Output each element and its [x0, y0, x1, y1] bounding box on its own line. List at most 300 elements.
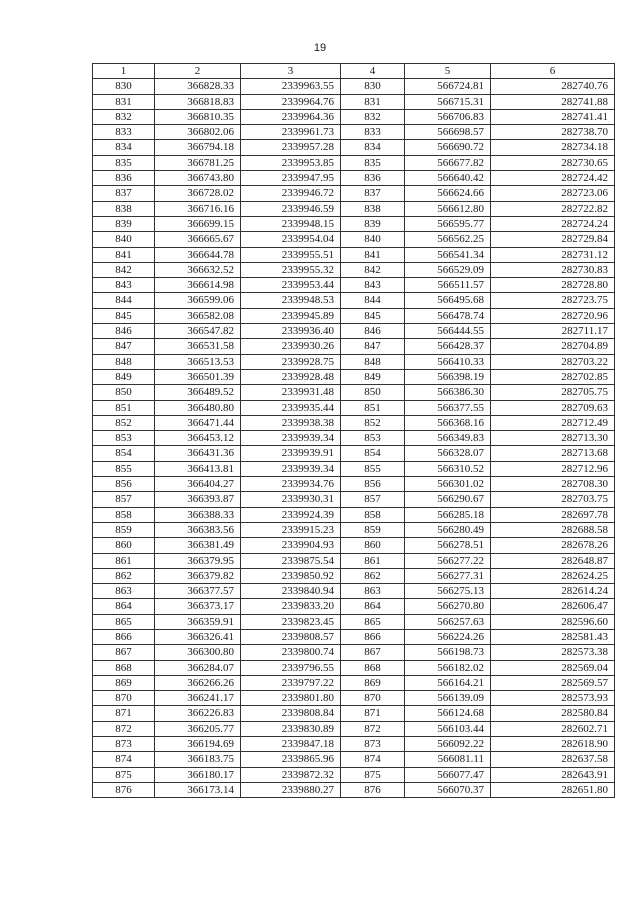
table-cell: 282624.25 [491, 568, 615, 583]
table-cell: 846 [93, 324, 155, 339]
table-cell: 282614.24 [491, 584, 615, 599]
table-cell: 853 [93, 431, 155, 446]
table-cell: 282569.04 [491, 660, 615, 675]
column-header: 3 [241, 64, 341, 79]
table-cell: 366453.12 [155, 431, 241, 446]
table-cell: 846 [341, 324, 405, 339]
table-cell: 282637.58 [491, 752, 615, 767]
table-cell: 282602.71 [491, 721, 615, 736]
table-cell: 857 [93, 492, 155, 507]
column-header: 5 [405, 64, 491, 79]
table-cell: 832 [93, 109, 155, 124]
table-row [93, 645, 615, 660]
table-cell: 366728.02 [155, 186, 241, 201]
table-row [93, 737, 615, 752]
table-cell: 869 [341, 675, 405, 690]
table-cell: 831 [93, 94, 155, 109]
table-cell: 844 [341, 293, 405, 308]
table-cell: 566301.02 [405, 477, 491, 492]
table-cell: 566277.22 [405, 553, 491, 568]
table-cell: 837 [93, 186, 155, 201]
table-cell: 2339963.55 [241, 79, 341, 94]
table-cell: 2339938.38 [241, 415, 341, 430]
table-cell: 843 [341, 278, 405, 293]
table-row [93, 660, 615, 675]
table-cell: 366383.56 [155, 522, 241, 537]
table-cell: 2339948.53 [241, 293, 341, 308]
table-cell: 875 [93, 767, 155, 782]
table-cell: 863 [341, 584, 405, 599]
table-cell: 566478.74 [405, 308, 491, 323]
table-cell: 282740.76 [491, 79, 615, 94]
table-cell: 566428.37 [405, 339, 491, 354]
table-cell: 866 [93, 629, 155, 644]
table-cell: 2339840.94 [241, 584, 341, 599]
table-cell: 282580.84 [491, 706, 615, 721]
table-cell: 366300.80 [155, 645, 241, 660]
table-cell: 868 [93, 660, 155, 675]
table-row [93, 675, 615, 690]
table-cell: 366802.06 [155, 125, 241, 140]
table-cell: 2339954.04 [241, 232, 341, 247]
table-cell: 366582.08 [155, 308, 241, 323]
table-cell: 282723.06 [491, 186, 615, 201]
table-cell: 566182.02 [405, 660, 491, 675]
table-cell: 840 [93, 232, 155, 247]
table-cell: 854 [93, 446, 155, 461]
table-cell: 860 [93, 538, 155, 553]
table-cell: 849 [341, 369, 405, 384]
table-cell: 867 [341, 645, 405, 660]
table-cell: 566070.37 [405, 782, 491, 797]
table-cell: 366665.67 [155, 232, 241, 247]
table-cell: 282724.24 [491, 216, 615, 231]
table-cell: 366373.17 [155, 599, 241, 614]
table-cell: 566368.16 [405, 415, 491, 430]
table-row [93, 369, 615, 384]
table-cell: 566124.68 [405, 706, 491, 721]
table-cell: 2339936.40 [241, 324, 341, 339]
table-cell: 566278.51 [405, 538, 491, 553]
table-row [93, 262, 615, 277]
table-cell: 876 [341, 782, 405, 797]
table-cell: 366379.95 [155, 553, 241, 568]
table-cell: 2339928.48 [241, 369, 341, 384]
table-cell: 831 [341, 94, 405, 109]
table-cell: 366471.44 [155, 415, 241, 430]
table-cell: 834 [341, 140, 405, 155]
table-cell: 871 [93, 706, 155, 721]
table-cell: 841 [341, 247, 405, 262]
table-cell: 566706.83 [405, 109, 491, 124]
table-cell: 2339946.59 [241, 201, 341, 216]
table-cell: 864 [341, 599, 405, 614]
table-cell: 366794.18 [155, 140, 241, 155]
table-cell: 2339939.34 [241, 431, 341, 446]
table-row [93, 538, 615, 553]
table-row [93, 721, 615, 736]
table-cell: 2339931.48 [241, 385, 341, 400]
table-cell: 366501.39 [155, 369, 241, 384]
table-cell: 862 [93, 568, 155, 583]
table-cell: 282728.80 [491, 278, 615, 293]
table-cell: 848 [341, 354, 405, 369]
table-cell: 2339946.72 [241, 186, 341, 201]
table-cell: 834 [93, 140, 155, 155]
table-cell: 2339808.57 [241, 629, 341, 644]
table-cell: 566290.67 [405, 492, 491, 507]
table-cell: 282722.82 [491, 201, 615, 216]
table-cell: 2339953.85 [241, 155, 341, 170]
table-row [93, 186, 615, 201]
table-cell: 854 [341, 446, 405, 461]
table-row [93, 293, 615, 308]
table-cell: 282720.96 [491, 308, 615, 323]
table-cell: 282573.38 [491, 645, 615, 660]
table-cell: 2339928.75 [241, 354, 341, 369]
table-cell: 2339945.89 [241, 308, 341, 323]
table-cell: 366393.87 [155, 492, 241, 507]
table-row [93, 171, 615, 186]
table-cell: 830 [341, 79, 405, 94]
table-cell: 366183.75 [155, 752, 241, 767]
table-cell: 282712.49 [491, 415, 615, 430]
table-cell: 566595.77 [405, 216, 491, 231]
table-cell: 566328.07 [405, 446, 491, 461]
table-cell: 836 [93, 171, 155, 186]
table-cell: 366810.35 [155, 109, 241, 124]
table-cell: 282606.47 [491, 599, 615, 614]
table-cell: 2339797.22 [241, 675, 341, 690]
table-cell: 282678.26 [491, 538, 615, 553]
table-row [93, 354, 615, 369]
table-row [93, 324, 615, 339]
table-cell: 566640.42 [405, 171, 491, 186]
table-cell: 366818.83 [155, 94, 241, 109]
table-cell: 366226.83 [155, 706, 241, 721]
table-cell: 566511.57 [405, 278, 491, 293]
table-row [93, 691, 615, 706]
table-row [93, 79, 615, 94]
table-cell: 2339850.92 [241, 568, 341, 583]
table-cell: 2339904.93 [241, 538, 341, 553]
table-cell: 366266.26 [155, 675, 241, 690]
table-cell: 2339915.23 [241, 522, 341, 537]
table-cell: 366781.25 [155, 155, 241, 170]
table-cell: 2339833.20 [241, 599, 341, 614]
table-cell: 2339823.45 [241, 614, 341, 629]
table-cell: 839 [341, 216, 405, 231]
table-row [93, 109, 615, 124]
table-cell: 282712.96 [491, 461, 615, 476]
table-cell: 566541.34 [405, 247, 491, 262]
table-cell: 857 [341, 492, 405, 507]
table-cell: 849 [93, 369, 155, 384]
table-row [93, 400, 615, 415]
table-cell: 366379.82 [155, 568, 241, 583]
table-cell: 566612.80 [405, 201, 491, 216]
table-cell: 566081.11 [405, 752, 491, 767]
table-cell: 861 [341, 553, 405, 568]
table-cell: 366377.57 [155, 584, 241, 599]
table-cell: 566529.09 [405, 262, 491, 277]
table-cell: 366531.58 [155, 339, 241, 354]
table-cell: 282705.75 [491, 385, 615, 400]
table-cell: 861 [93, 553, 155, 568]
table-row [93, 201, 615, 216]
table-cell: 282709.63 [491, 400, 615, 415]
table-cell: 282643.91 [491, 767, 615, 782]
table-row [93, 614, 615, 629]
table-cell: 2339964.36 [241, 109, 341, 124]
table-cell: 858 [341, 507, 405, 522]
table-cell: 282618.90 [491, 737, 615, 752]
table-cell: 842 [93, 262, 155, 277]
table-cell: 845 [341, 308, 405, 323]
table-cell: 871 [341, 706, 405, 721]
table-cell: 2339935.44 [241, 400, 341, 415]
table-cell: 566690.72 [405, 140, 491, 155]
table-cell: 2339961.73 [241, 125, 341, 140]
table-cell: 566277.31 [405, 568, 491, 583]
table-cell: 282688.58 [491, 522, 615, 537]
table-cell: 282713.68 [491, 446, 615, 461]
table-cell: 566092.22 [405, 737, 491, 752]
table-cell: 851 [341, 400, 405, 415]
table-cell: 2339872.32 [241, 767, 341, 782]
table-cell: 566139.09 [405, 691, 491, 706]
table-cell: 869 [93, 675, 155, 690]
table-cell: 853 [341, 431, 405, 446]
table-cell: 566495.68 [405, 293, 491, 308]
table-cell: 566270.80 [405, 599, 491, 614]
table-cell: 366326.41 [155, 629, 241, 644]
table-cell: 830 [93, 79, 155, 94]
table-row [93, 522, 615, 537]
table-row [93, 308, 615, 323]
table-cell: 366180.17 [155, 767, 241, 782]
table-cell: 366632.52 [155, 262, 241, 277]
table-row [93, 125, 615, 140]
table-cell: 282713.30 [491, 431, 615, 446]
table-cell: 282702.85 [491, 369, 615, 384]
table-cell: 566257.63 [405, 614, 491, 629]
table-cell: 282724.42 [491, 171, 615, 186]
table-cell: 282697.78 [491, 507, 615, 522]
column-header: 1 [93, 64, 155, 79]
table-cell: 366599.06 [155, 293, 241, 308]
table-row [93, 492, 615, 507]
table-cell: 855 [93, 461, 155, 476]
table-cell: 366381.49 [155, 538, 241, 553]
table-cell: 282573.93 [491, 691, 615, 706]
coordinates-table [92, 63, 615, 798]
table-cell: 282648.87 [491, 553, 615, 568]
table-cell: 282651.80 [491, 782, 615, 797]
table-row [93, 782, 615, 797]
table-cell: 366644.78 [155, 247, 241, 262]
table-cell: 2339880.27 [241, 782, 341, 797]
table-row [93, 477, 615, 492]
table-cell: 867 [93, 645, 155, 660]
table-cell: 2339955.51 [241, 247, 341, 262]
table-cell: 566715.31 [405, 94, 491, 109]
table-cell: 2339955.32 [241, 262, 341, 277]
table-cell: 366284.07 [155, 660, 241, 675]
table-cell: 2339830.89 [241, 721, 341, 736]
table-cell: 282741.88 [491, 94, 615, 109]
table-cell: 856 [93, 477, 155, 492]
table-cell: 2339948.15 [241, 216, 341, 231]
table-cell: 2339939.91 [241, 446, 341, 461]
table-body [93, 79, 615, 798]
table-cell: 282731.12 [491, 247, 615, 262]
table-cell: 855 [341, 461, 405, 476]
table-cell: 566377.55 [405, 400, 491, 415]
table-cell: 2339796.55 [241, 660, 341, 675]
table-cell: 366413.81 [155, 461, 241, 476]
table-cell: 2339865.96 [241, 752, 341, 767]
table-cell: 366480.80 [155, 400, 241, 415]
table-cell: 366489.52 [155, 385, 241, 400]
table-cell: 860 [341, 538, 405, 553]
table-cell: 2339808.84 [241, 706, 341, 721]
table-cell: 2339930.26 [241, 339, 341, 354]
table-cell: 2339875.54 [241, 553, 341, 568]
table-cell: 566398.19 [405, 369, 491, 384]
table-cell: 873 [93, 737, 155, 752]
table-cell: 838 [93, 201, 155, 216]
table-row [93, 415, 615, 430]
table-header-row [93, 64, 615, 79]
table-cell: 848 [93, 354, 155, 369]
table-cell: 876 [93, 782, 155, 797]
table-cell: 2339800.74 [241, 645, 341, 660]
table-cell: 2339801.80 [241, 691, 341, 706]
table-cell: 282569.57 [491, 675, 615, 690]
table-cell: 282734.18 [491, 140, 615, 155]
table-cell: 366205.77 [155, 721, 241, 736]
table-row [93, 232, 615, 247]
table-cell: 566677.82 [405, 155, 491, 170]
table-cell: 839 [93, 216, 155, 231]
table-row [93, 140, 615, 155]
table-cell: 851 [93, 400, 155, 415]
table-row [93, 431, 615, 446]
table-cell: 366404.27 [155, 477, 241, 492]
table-cell: 863 [93, 584, 155, 599]
table-cell: 870 [93, 691, 155, 706]
table-cell: 865 [93, 614, 155, 629]
table-cell: 566224.26 [405, 629, 491, 644]
table-row [93, 568, 615, 583]
table-cell: 872 [341, 721, 405, 736]
table-cell: 566724.81 [405, 79, 491, 94]
table-cell: 870 [341, 691, 405, 706]
table-cell: 282730.65 [491, 155, 615, 170]
table-cell: 366194.69 [155, 737, 241, 752]
table-cell: 833 [341, 125, 405, 140]
table-cell: 282729.84 [491, 232, 615, 247]
table-cell: 835 [93, 155, 155, 170]
table-cell: 832 [341, 109, 405, 124]
table-row [93, 584, 615, 599]
table-cell: 366388.33 [155, 507, 241, 522]
table-cell: 841 [93, 247, 155, 262]
table-row [93, 385, 615, 400]
table-cell: 859 [341, 522, 405, 537]
table-cell: 282741.41 [491, 109, 615, 124]
table-cell: 282730.83 [491, 262, 615, 277]
table-row [93, 247, 615, 262]
table-cell: 840 [341, 232, 405, 247]
table-cell: 850 [93, 385, 155, 400]
table-cell: 566103.44 [405, 721, 491, 736]
table-cell: 2339924.39 [241, 507, 341, 522]
table-cell: 2339964.76 [241, 94, 341, 109]
table-cell: 859 [93, 522, 155, 537]
table-cell: 366699.15 [155, 216, 241, 231]
table-cell: 847 [93, 339, 155, 354]
table-cell: 843 [93, 278, 155, 293]
table-cell: 366716.16 [155, 201, 241, 216]
table-cell: 2339847.18 [241, 737, 341, 752]
table-cell: 566310.52 [405, 461, 491, 476]
column-header: 4 [341, 64, 405, 79]
table-row [93, 706, 615, 721]
table-cell: 847 [341, 339, 405, 354]
table-cell: 2339939.34 [241, 461, 341, 476]
table-row [93, 216, 615, 231]
table-cell: 874 [93, 752, 155, 767]
table-cell: 566624.66 [405, 186, 491, 201]
table-cell: 366359.91 [155, 614, 241, 629]
table-cell: 566349.83 [405, 431, 491, 446]
table-cell: 566698.57 [405, 125, 491, 140]
table-cell: 282704.89 [491, 339, 615, 354]
table-cell: 850 [341, 385, 405, 400]
table-cell: 2339934.76 [241, 477, 341, 492]
table-cell: 835 [341, 155, 405, 170]
table-cell: 868 [341, 660, 405, 675]
table-cell: 282581.43 [491, 629, 615, 644]
table-cell: 2339947.95 [241, 171, 341, 186]
table-row [93, 553, 615, 568]
table-cell: 836 [341, 171, 405, 186]
table-cell: 845 [93, 308, 155, 323]
table-cell: 566164.21 [405, 675, 491, 690]
table-cell: 566562.25 [405, 232, 491, 247]
table-cell: 566410.33 [405, 354, 491, 369]
table-cell: 858 [93, 507, 155, 522]
table-cell: 852 [341, 415, 405, 430]
table-cell: 282596.60 [491, 614, 615, 629]
table-cell: 874 [341, 752, 405, 767]
table-row [93, 278, 615, 293]
table-cell: 872 [93, 721, 155, 736]
table-row [93, 461, 615, 476]
table-row [93, 155, 615, 170]
page-number: 19 [313, 42, 327, 54]
table-cell: 2339930.31 [241, 492, 341, 507]
table-cell: 366173.14 [155, 782, 241, 797]
table-cell: 866 [341, 629, 405, 644]
table-row [93, 629, 615, 644]
table-cell: 366614.98 [155, 278, 241, 293]
table-row [93, 339, 615, 354]
column-header: 2 [155, 64, 241, 79]
table-cell: 366547.82 [155, 324, 241, 339]
